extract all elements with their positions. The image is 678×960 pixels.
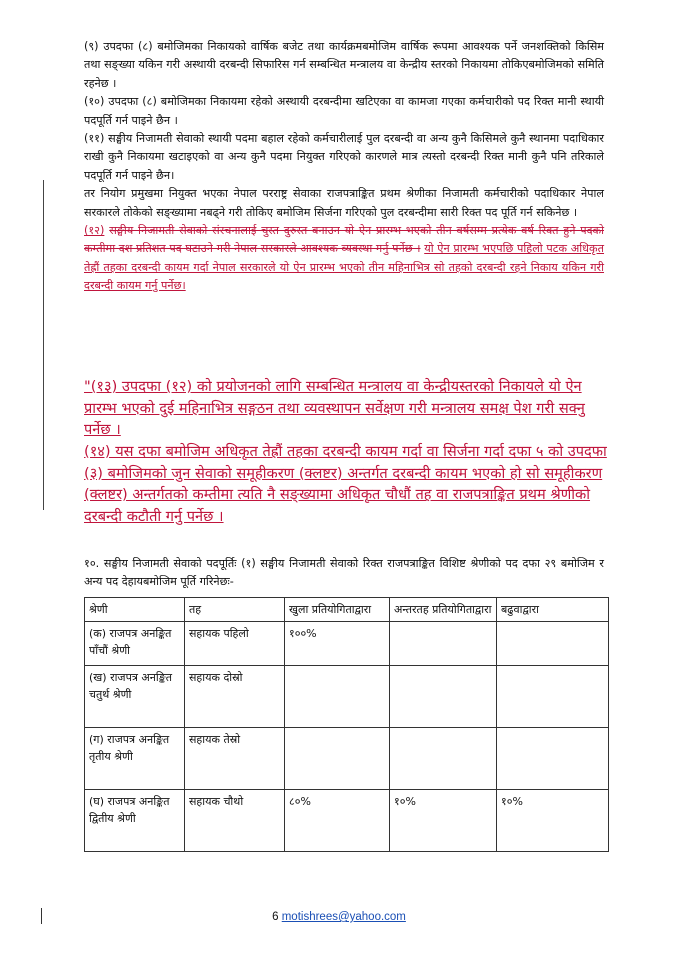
header-level: तह (185, 598, 285, 622)
table-cell: सहायक चौथो (185, 790, 285, 852)
paragraph-11: (११) सङ्घीय निजामती सेवाको स्थायी पदमा बहाल रहेको कर्मचारीलाई पुल दरबन्दी वा अन्य कुनै किसिमले कुनै स्थानमा पदाधिकार राखी कुनै निकायमा खटाइएको वा अन्य कुनै पदमा नियुक्त गरिएको कारणले मात्र त्यस्तो दरबन्दी रिक्त मानी कुनै पनि तरिकाले पदपूर्ति गर्न पाइने छैन। (84, 132, 604, 182)
table-cell (497, 666, 609, 728)
paragraph-11-proviso: तर नियोग प्रमुखमा नियुक्त भएका नेपाल परराष्ट्र सेवाका राजपत्राङ्कित प्रथम श्रेणीका निजामती कर्मचारीको पदाधिकार नेपाल सरकारले तोकेको सङ्ख्यामा नबढ्ने गरी तोकिए बमोजिम सिर्जना गरिएको पुल दरबन्दीमा सारी रिक्त पद पूर्ति गर्न सकिनेछ । (84, 187, 604, 219)
table-cell (497, 728, 609, 790)
table-cell: १०% (497, 790, 609, 852)
table-cell (285, 728, 390, 790)
body-text-top (84, 38, 604, 296)
header-class: श्रेणी (85, 598, 185, 622)
footer-email-link[interactable]: motishrees@yahoo.com (281, 911, 406, 923)
table-row (85, 790, 609, 852)
page-footer (0, 911, 678, 923)
table-cell: १००% (285, 622, 390, 666)
page-number: 6 (272, 911, 279, 923)
section-10-text: १०. सङ्घीय निजामती सेवाको पदपूर्तिः (१) सङ्घीय निजामती सेवाको रिक्त राजपत्राङ्कित विशिष्ट श्रेणीको पद दफा २९ बमोजिम र अन्य पद देहायबमोजिम पूर्ति गरिनेछः- (84, 557, 604, 589)
paragraph-10: (१०) उपदफा (८) बमोजिमका निकायमा रहेको अस्थायी दरबन्दीमा खटिएका वा कामजा गएका कर्मचारीको पद रिक्त मानी स्थायी पदपूर्ति गर्न पाइने छैन । (84, 95, 604, 127)
paragraph-12-deleted-text: सङ्घीय निजामती सेवाको संरचनालाई चुस्त दुरुस्त बनाउन यो ऐन प्रारम्भ भएको तीन वर्षसम्म प्रत्येक वर्ष रिक्त हुने पदको कम्तीमा दश प्रतिशत पद घटाउने गरी नेपाल सरकारले आवश्यक व्यवस्था गर्नु पर्नेछ । (84, 224, 604, 256)
recruitment-table (84, 597, 609, 852)
table-cell: (ग) राजपत्र अनङ्कित तृतीय श्रेणी (85, 728, 185, 790)
header-inter-level-competition: अन्तरतह प्रतियोगिताद्वारा (390, 598, 497, 622)
table-cell: १०% (390, 790, 497, 852)
table-cell: (ख) राजपत्र अनङ्कित चतुर्थ श्रेणी (85, 666, 185, 728)
table-cell (497, 622, 609, 666)
header-promotion: बढुवाद्वारा (497, 598, 609, 622)
table-cell: सहायक तेस्रो (185, 728, 285, 790)
section-10-intro (84, 555, 604, 592)
paragraph-14: (१४) यस दफा बमोजिम अधिकृत तेह्रौं तहका दरबन्दी कायम गर्दा वा सिर्जना गर्दा दफा ५ को उपदफा (३) बमोजिमको जुन सेवाको समूहीकरण (क्लष्टर) अन्तर्गत दरबन्दी कायम भएको हो सो समूहीकरण (क्लष्टर) अन्तर्गतको कम्तीमा त्यति नै सङ्ख्यामा अधिकृत चौधौं तह वा राजपत्राङ्कित प्रथम श्रेणीको दरबन्दी कटौती गर्नु पर्नेछ । (84, 443, 607, 525)
paragraph-12-inserted-text: यो ऐन प्रारम्भ भएपछि पहिलो पटक अधिकृत तेह्रौं तहका दरबन्दी कायम गर्दा नेपाल सरकारले यो ऐन प्रारम्भ भएको तीन महिनाभित्र सो तहको दरबन्दी रहने निकाय यकिन गरी दरबन्दी कायम गर्नु पर्नेछ। (84, 242, 605, 293)
table-cell: सहायक दोस्रो (185, 666, 285, 728)
table-cell (390, 622, 497, 666)
paragraph-12-number: (१२) (84, 224, 105, 238)
table-cell (390, 728, 497, 790)
table-cell: सहायक पहिलो (185, 622, 285, 666)
table-row (85, 728, 609, 790)
table-row (85, 622, 609, 666)
table-cell: (क) राजपत्र अनङ्कित पाँचौं श्रेणी (85, 622, 185, 666)
table-cell: (घ) राजपत्र अनङ्कित द्वितीय श्रेणी (85, 790, 185, 852)
table-row (85, 666, 609, 728)
margin-change-bar (43, 180, 44, 510)
paragraph-12 (84, 222, 604, 296)
table-cell (285, 666, 390, 728)
table-cell (390, 666, 497, 728)
header-open-competition: खुला प्रतियोगिताद्वारा (285, 598, 390, 622)
paragraph-9: (९) उपदफा (८) बमोजिमका निकायको वार्षिक बजेट तथा कार्यक्रमबमोजिम वार्षिक रूपमा आवश्यक पर्ने जनशक्तिको किसिम तथा सङ्ख्या यकिन गरी अस्थायी दरबन्दी सिफारिस गर्न सम्बन्धित मन्त्रालय वा केन्द्रीय स्तरको निकायमा तोकिएबमोजिमको समिति रहनेछ । (84, 40, 604, 90)
table-header-row (85, 598, 609, 622)
paragraph-13: "(१३) उपदफा (१२) को प्रयोजनको लागि सम्बन्धित मन्त्रालय वा केन्द्रीयस्तरको निकायले यो ऐन प्रारम्भ भएको दुई महिनाभित्र सङ्गठन तथा व्यवस्थापन सर्वेक्षण गरी मन्त्रालय समक्ष पेश गरी सक्नु पर्नेछ । (84, 378, 585, 439)
table-cell: ८०% (285, 790, 390, 852)
